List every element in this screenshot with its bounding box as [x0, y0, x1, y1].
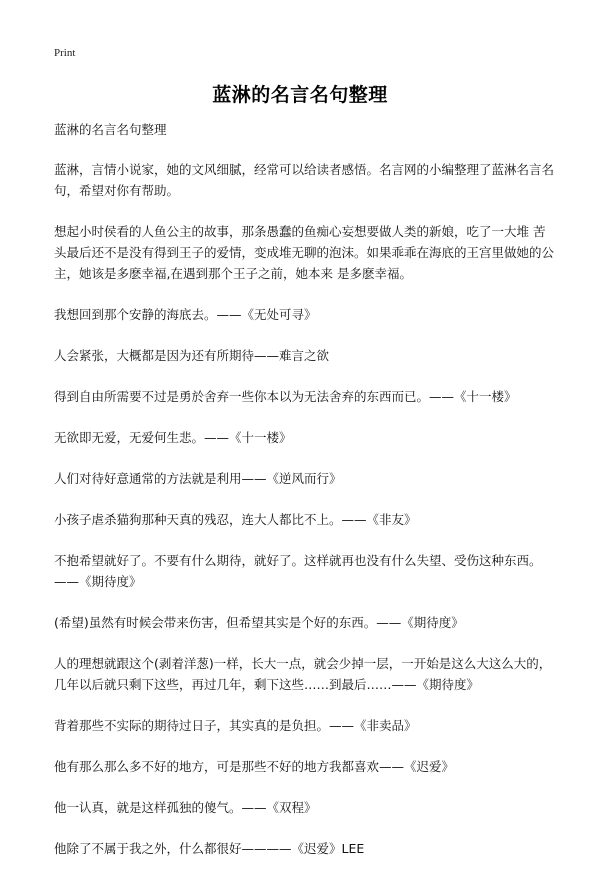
quote-paragraph: 不抱希望就好了。不要有什么期待，就好了。这样就再也没有什么失望、受伤这种东西。——《期待度》: [54, 553, 542, 589]
intro-paragraph: 蓝淋，言情小说家，她的文风细腻，经常可以给读者感悟。名言网的小编整理了蓝淋名言名句，希望对你有帮助。: [54, 162, 555, 198]
quote-paragraph: 人会紧张，大概都是因为还有所期待——难言之欲: [54, 348, 330, 363]
quote-paragraph: (希望)虽然有时候会带来伤害，但希望其实是个好的东西。——《期待度》: [54, 615, 464, 630]
quote-paragraph: 无欲即无爱，无爱何生悲。——《十一楼》: [54, 430, 292, 445]
article-body: [54, 119, 554, 879]
quote-paragraph: 背着那些不实际的期待过日子，其实真的是负担。——《非卖品》: [54, 718, 417, 733]
quote-paragraph: 小孩子虐杀猫狗那种天真的残忍，连大人都比不上。——《非友》: [54, 512, 417, 527]
article-subtitle: 蓝淋的名言名句整理: [54, 122, 167, 137]
quote-paragraph: 人们对待好意通常的方法就是利用——《逆风而行》: [54, 471, 342, 486]
quote-paragraph: 想起小时侯看的人鱼公主的故事，那条愚蠢的鱼痴心妄想要做人类的新娘，吃了一大堆 苦头最后还不是没有得到王子的爱情，变成堆无聊的泡沫。如果乖乖在海底的王宫里做她的公主，她该是多麽幸福,在遇到那个王子之前，她本来 是多麽幸福。: [54, 224, 555, 281]
quote-paragraph: 他一认真，就是这样孤独的傻气。——《双程》: [54, 800, 317, 815]
quote-paragraph: 我想回到那个安静的海底去。——《无处可寻》: [54, 307, 317, 322]
page-title: 蓝淋的名言名句整理: [212, 84, 388, 106]
quote-paragraph: 他除了不属于我之外，什么都很好————《迟爱》LEE: [54, 841, 365, 856]
quote-paragraph: 得到自由所需要不过是勇於舍弃一些你本以为无法舍弃的东西而已。——《十一楼》: [54, 389, 517, 404]
quote-paragraph: 人的理想就跟这个(剥着洋葱)一样，长大一点，就会少掉一层，一开始是这么大这么大的，几年以后就只剩下这些，再过几年，剩下这些……到最后……——《期待度》: [54, 656, 552, 692]
quote-paragraph: 他有那么那么多不好的地方，可是那些不好的地方我都喜欢——《迟爱》: [54, 759, 455, 774]
print-link[interactable]: Print: [54, 47, 76, 59]
